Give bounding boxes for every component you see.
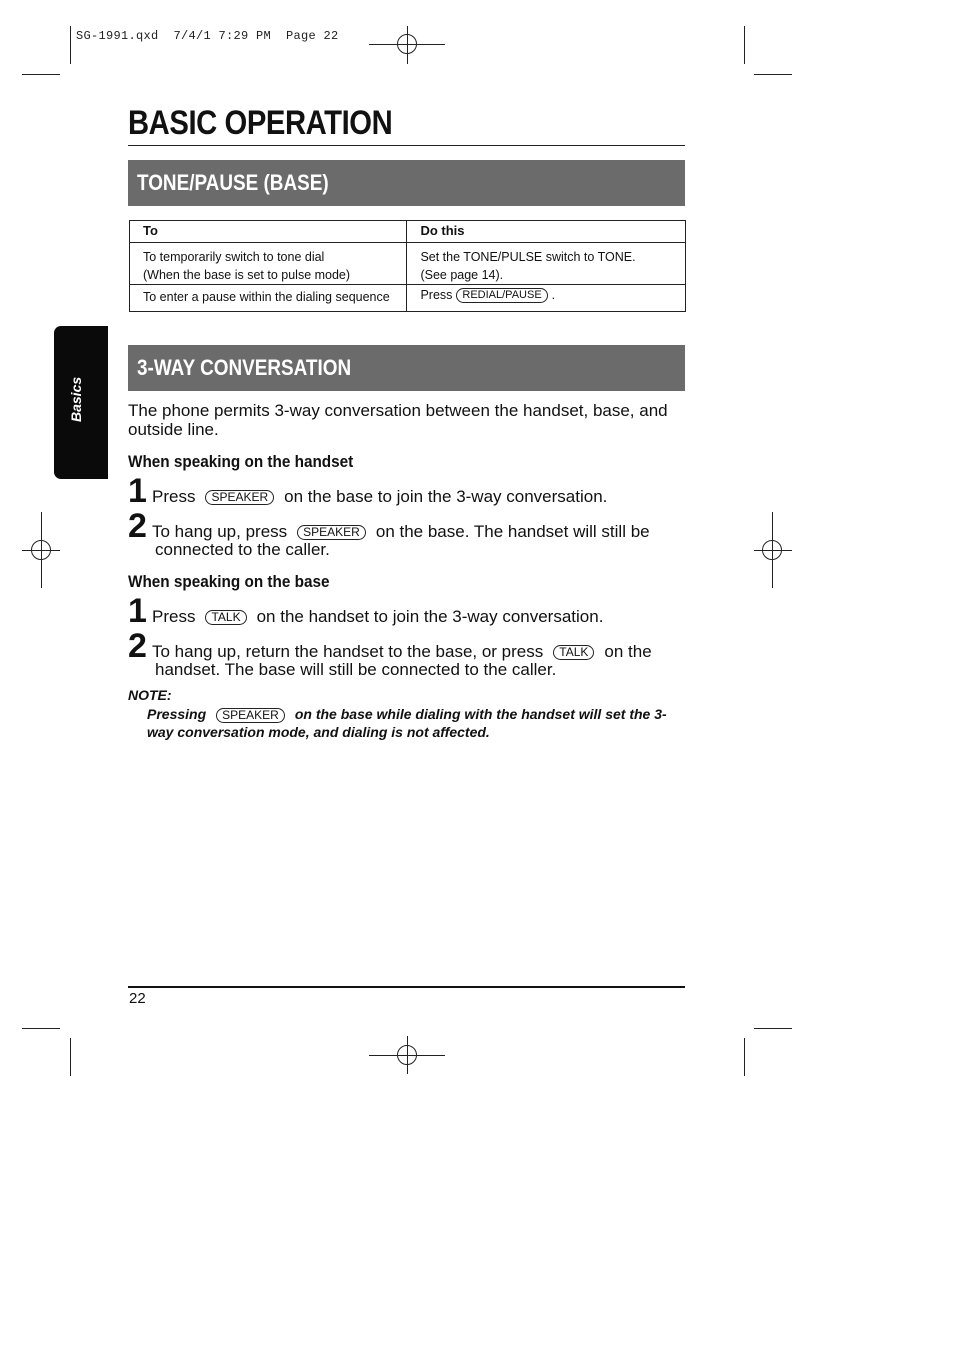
speaker-key-icon: SPEAKER [297, 525, 366, 540]
side-tab [54, 326, 108, 479]
table-header-cell: Do this [407, 221, 686, 243]
table-header-row [130, 221, 686, 243]
note-label: NOTE: [128, 687, 172, 703]
talk-key-icon: TALK [553, 645, 594, 660]
talk-key-icon: TALK [205, 610, 246, 625]
subheading-handset: When speaking on the handset [128, 452, 354, 471]
section-title: TONE/PAUSE (BASE) [137, 170, 329, 195]
registration-circle-icon [397, 1045, 417, 1065]
crop-mark [22, 74, 60, 75]
subheading-base: When speaking on the base [128, 572, 330, 591]
table-cell: Set the TONE/PULSE switch to TONE. (See page 14). [407, 243, 686, 285]
table-cell: To enter a pause within the dialing sequence [130, 285, 407, 312]
step-number: 1 [128, 592, 147, 630]
table-row [130, 285, 686, 312]
crop-mark [754, 74, 792, 75]
speaker-key-icon: SPEAKER [205, 490, 274, 505]
table-cell: To temporarily switch to tone dial (When the base is set to pulse mode) [130, 243, 407, 285]
note-text: Pressing SPEAKER on the base while dialing with the handset will set the 3-way conversation mode, and dialing is not affected. [147, 706, 667, 740]
step-1-handset: 1 Press SPEAKER on the base to join the 3-way conversation. [128, 472, 608, 510]
section-header-tone-pause [128, 160, 685, 206]
section-header-3-way [128, 345, 685, 391]
crop-mark [744, 1038, 745, 1076]
title-rule [128, 145, 685, 146]
step-number: 1 [128, 472, 147, 510]
redial-pause-key-icon: REDIAL/PAUSE [456, 288, 547, 303]
table-header-cell: To [130, 221, 407, 243]
crop-mark [744, 26, 745, 64]
registration-circle-icon [762, 540, 782, 560]
section-title: 3-WAY CONVERSATION [137, 355, 352, 380]
registration-circle-icon [31, 540, 51, 560]
tone-pause-table [129, 220, 686, 312]
side-tab-label: Basics [68, 376, 84, 422]
step-1-base: 1 Press TALK on the handset to join the 3-way conversation. [128, 592, 604, 630]
step-number: 2 [128, 627, 147, 665]
page-number: 22 [129, 990, 146, 1007]
step-2-handset: 2 To hang up, press SPEAKER on the base. The handset will still be connected to the caller. [128, 507, 650, 559]
speaker-key-icon: SPEAKER [216, 708, 285, 723]
crop-mark [70, 1038, 71, 1076]
intro-paragraph: The phone permits 3-way conversation between the handset, base, and outside line. [128, 401, 668, 439]
step-2-base: 2 To hang up, return the handset to the base, or press TALK on the handset. The base will still be connected to the caller. [128, 627, 652, 679]
print-slug: SG-1991.qxd 7/4/1 7:29 PM Page 22 [76, 29, 339, 43]
table-row [130, 243, 686, 285]
step-number: 2 [128, 507, 147, 545]
page-title: BASIC OPERATION [128, 104, 393, 142]
crop-mark [754, 1028, 792, 1029]
crop-mark [70, 26, 71, 64]
crop-mark [22, 1028, 60, 1029]
registration-circle-icon [397, 34, 417, 54]
footer-rule [128, 986, 685, 988]
table-cell: Press REDIAL/PAUSE . [407, 285, 686, 312]
